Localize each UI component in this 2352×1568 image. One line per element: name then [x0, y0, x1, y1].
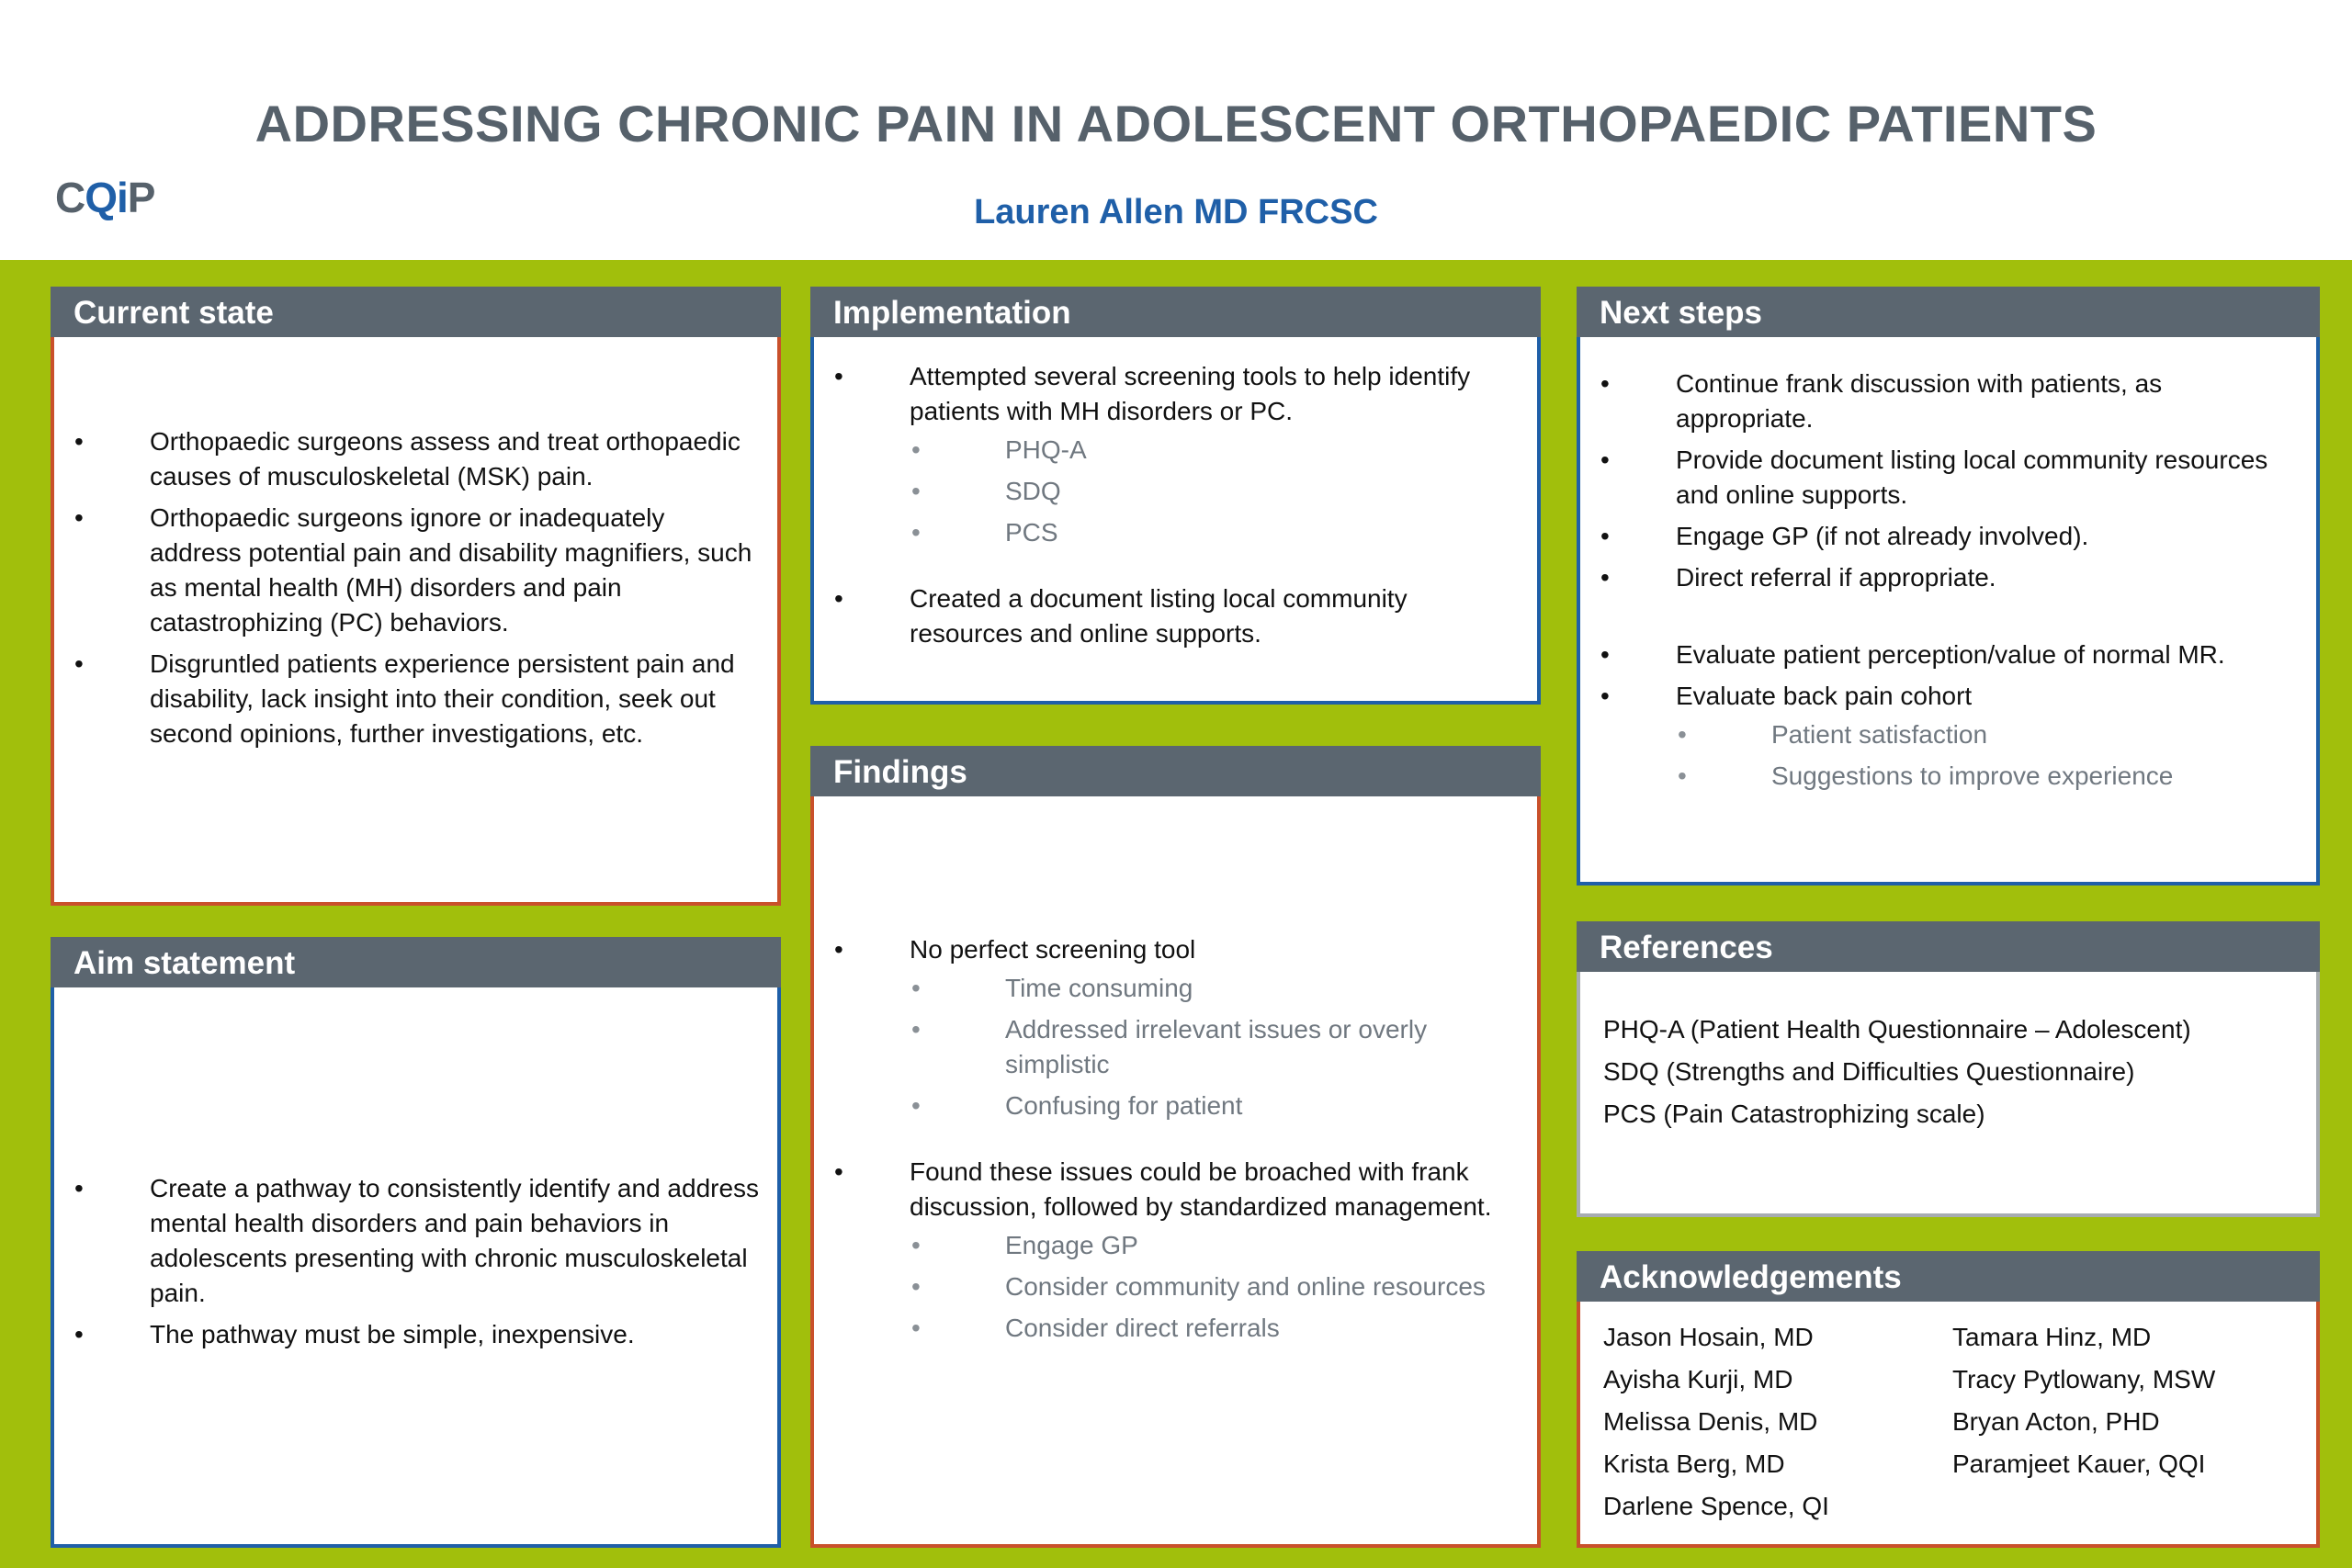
acknowledgement-name: Tamara Hinz, MD	[1952, 1323, 2152, 1351]
findings-panel	[810, 746, 1541, 1548]
acknowledgement-name: Bryan Acton, PHD	[1952, 1407, 2160, 1436]
reference-item: PHQ-A (Patient Health Questionnaire – Adolescent)	[1603, 1015, 2191, 1043]
list-item: • Create a pathway to consistently identify and address mental health disorders and pain behaviors in adolescents presenting with chronic musculoskeletal pain.	[54, 1171, 762, 1311]
panel-body	[810, 796, 1541, 1548]
poster-header	[0, 0, 2352, 260]
implementation-list	[814, 359, 1494, 658]
list-item: • Provide document listing local community resources and online supports.	[1580, 443, 2306, 513]
panel-body	[51, 337, 781, 906]
acknowledgement-name: Krista Berg, MD	[1603, 1450, 1785, 1478]
cqip-logo: CQiP	[55, 174, 155, 221]
panel-heading: References	[1577, 921, 2320, 972]
sub-item: • PHQ-A	[910, 433, 1494, 468]
acknowledgement-name: Jason Hosain, MD	[1603, 1323, 1814, 1351]
list-item	[1580, 679, 2306, 794]
panel-heading: Findings	[810, 746, 1541, 796]
acknowledgement-name: Melissa Denis, MD	[1603, 1407, 1818, 1436]
poster-author: Lauren Allen MD FRCSC	[974, 193, 1378, 231]
list-item: • Direct referral if appropriate.	[1580, 560, 2306, 595]
sub-item: • Confusing for patient	[910, 1089, 1512, 1123]
list-item	[814, 1155, 1512, 1346]
sub-item: • Addressed irrelevant issues or overly simplistic	[910, 1012, 1512, 1082]
sub-list	[910, 1228, 1512, 1346]
list-item: • Evaluate patient perception/value of normal MR.	[1580, 637, 2306, 672]
sub-item: • Consider community and online resources	[910, 1269, 1512, 1304]
poster-title: ADDRESSING CHRONIC PAIN IN ADOLESCENT ORTHOPAEDIC PATIENTS	[254, 95, 2098, 152]
list-item-text: No perfect screening tool	[910, 935, 1196, 964]
list-item: • Orthopaedic surgeons assess and treat orthopaedic causes of musculoskeletal (MSK) pain.	[54, 424, 762, 494]
next-steps-list	[1580, 367, 2306, 800]
list-item	[814, 359, 1494, 550]
implementation-panel	[810, 287, 1541, 705]
current-state-panel	[51, 287, 781, 906]
panel-heading: Acknowledgements	[1577, 1251, 2320, 1302]
reference-item: SDQ (Strengths and Difficulties Questionnaire)	[1603, 1057, 2135, 1086]
references-list	[1603, 1009, 2191, 1135]
sub-item: • Consider direct referrals	[910, 1311, 1512, 1346]
panel-body	[1577, 337, 2320, 886]
acknowledgements-panel	[1577, 1251, 2320, 1548]
list-item-text: Evaluate back pain cohort	[1676, 682, 1973, 710]
list-item: • Engage GP (if not already involved).	[1580, 519, 2306, 554]
list-item	[814, 932, 1512, 1123]
sub-item: • Suggestions to improve experience	[1676, 759, 2306, 794]
panel-heading: Current state	[51, 287, 781, 337]
acknowledgements-column-2	[1952, 1316, 2215, 1485]
aim-statement-panel	[51, 937, 781, 1548]
findings-list	[814, 932, 1512, 1352]
sub-item: • SDQ	[910, 474, 1494, 509]
list-item: • Continue frank discussion with patients, as appropriate.	[1580, 367, 2306, 436]
panel-heading: Next steps	[1577, 287, 2320, 337]
aim-list	[54, 1171, 762, 1359]
panel-heading: Implementation	[810, 287, 1541, 337]
acknowledgement-name: Ayisha Kurji, MD	[1603, 1365, 1793, 1393]
list-item: • The pathway must be simple, inexpensive.	[54, 1317, 762, 1352]
reference-item: PCS (Pain Catastrophizing scale)	[1603, 1100, 1985, 1128]
list-item-text: Attempted several screening tools to help identify patients with MH disorders or PC.	[910, 362, 1471, 425]
acknowledgement-name: Paramjeet Kauer, QQI	[1952, 1450, 2206, 1478]
list-item: • Disgruntled patients experience persistent pain and disability, lack insight into their condition, seek out second opinions, further investigations, etc.	[54, 647, 762, 751]
references-panel	[1577, 921, 2320, 1217]
current-state-list	[54, 424, 762, 758]
sub-list	[1676, 717, 2306, 794]
list-item: • Created a document listing local community resources and online supports.	[814, 581, 1494, 651]
acknowledgements-column-1	[1603, 1316, 1829, 1528]
sub-list	[910, 433, 1494, 550]
panel-body	[1577, 1302, 2320, 1548]
next-steps-panel	[1577, 287, 2320, 886]
panel-heading: Aim statement	[51, 937, 781, 987]
acknowledgement-name: Darlene Spence, QI	[1603, 1492, 1829, 1520]
acknowledgement-name: Tracy Pytlowany, MSW	[1952, 1365, 2216, 1393]
sub-item: • Engage GP	[910, 1228, 1512, 1263]
panel-body	[1577, 972, 2320, 1217]
panel-body	[810, 337, 1541, 705]
panel-body	[51, 987, 781, 1548]
sub-item: • Patient satisfaction	[1676, 717, 2306, 752]
sub-item: • PCS	[910, 515, 1494, 550]
sub-list	[910, 971, 1512, 1123]
list-item-text: Found these issues could be broached with frank discussion, followed by standardized management.	[910, 1157, 1492, 1221]
sub-item: • Time consuming	[910, 971, 1512, 1006]
list-item: • Orthopaedic surgeons ignore or inadequately address potential pain and disability magnifiers, such as mental health (MH) disorders and pain catastrophizing (PC) behaviors.	[54, 501, 762, 640]
